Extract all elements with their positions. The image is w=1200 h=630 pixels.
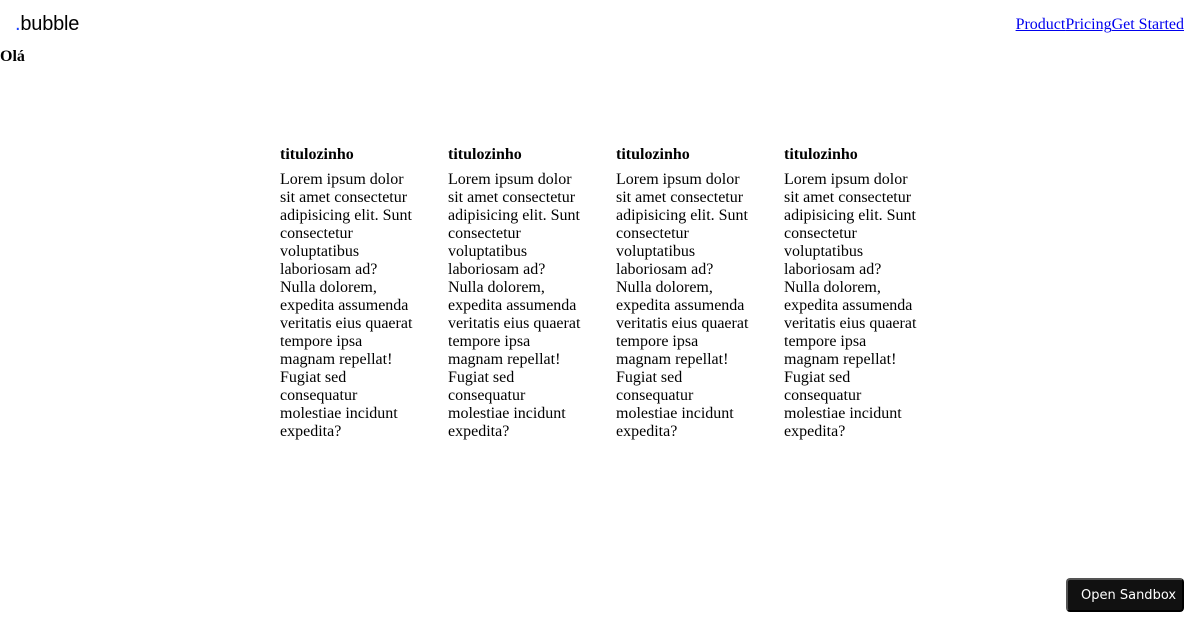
card-title: titulozinho <box>616 146 690 163</box>
logo-dot: . <box>15 13 21 35</box>
card-grid <box>280 146 920 441</box>
nav-link-product[interactable]: Product <box>1015 16 1066 33</box>
content-card <box>448 146 584 441</box>
content-card <box>280 146 416 441</box>
logo-text: bubble <box>20 13 80 35</box>
greeting-heading: Olá <box>0 48 25 65</box>
content-card <box>784 146 920 441</box>
main-navigation <box>1016 15 1184 35</box>
content-card <box>616 146 752 441</box>
card-title: titulozinho <box>448 146 522 163</box>
card-body: Lorem ipsum dolor sit amet consectetur adipisicing elit. Sunt consectetur voluptatibus laboriosam ad? Nulla dolorem, expedita assumenda veritatis eius quaerat tempore ipsa magnam repellat! Fugiat sed consequatur molestiae incidunt expedita? <box>448 171 581 440</box>
card-body: Lorem ipsum dolor sit amet consectetur adipisicing elit. Sunt consectetur voluptatibus laboriosam ad? Nulla dolorem, expedita assumenda veritatis eius quaerat tempore ipsa magnam repellat! Fugiat sed consequatur molestiae incidunt expedita? <box>784 171 917 440</box>
site-header <box>0 0 1200 48</box>
card-body: Lorem ipsum dolor sit amet consectetur adipisicing elit. Sunt consectetur voluptatibus laboriosam ad? Nulla dolorem, expedita assumenda veritatis eius quaerat tempore ipsa magnam repellat! Fugiat sed consequatur molestiae incidunt expedita? <box>616 171 749 440</box>
open-sandbox-button[interactable]: Open Sandbox <box>1066 578 1184 612</box>
nav-link-pricing[interactable]: Pricing <box>1065 16 1112 33</box>
nav-link-get-started[interactable]: Get Started <box>1111 16 1184 33</box>
card-title: titulozinho <box>280 146 354 163</box>
card-title: titulozinho <box>784 146 858 163</box>
bubble-logo[interactable] <box>15 12 79 36</box>
card-body: Lorem ipsum dolor sit amet consectetur adipisicing elit. Sunt consectetur voluptatibus laboriosam ad? Nulla dolorem, expedita assumenda veritatis eius quaerat tempore ipsa magnam repellat! Fugiat sed consequatur molestiae incidunt expedita? <box>280 171 413 440</box>
